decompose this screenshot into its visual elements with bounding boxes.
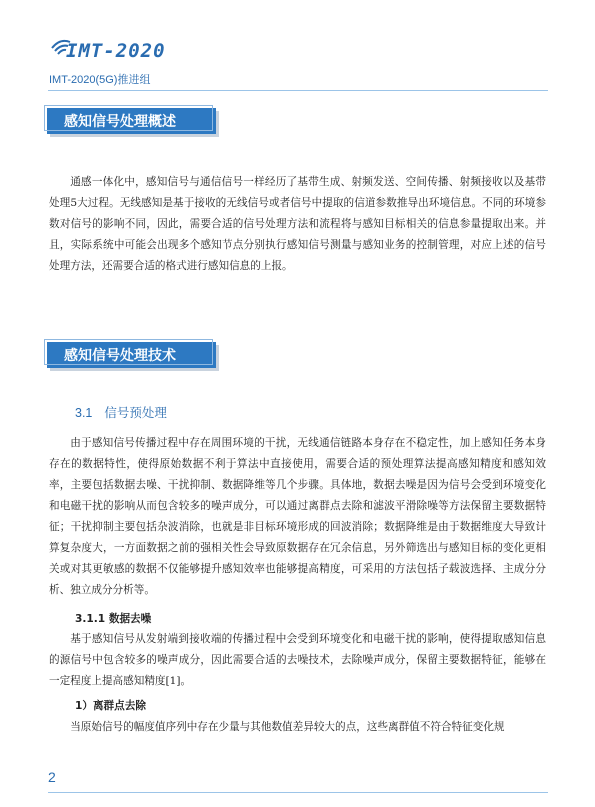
page-number: 2 [48,769,56,785]
subsection-title: 信号预处理 [104,406,167,420]
section-title: 感知信号处理概述 [64,114,176,130]
subsection-heading [75,403,167,421]
denoise-paragraph: 基于感知信号从发射端到接收端的传播过程中会受到环境变化和电磁干扰的影响，使得提取感知信息的源信号中包含较多的噪声成分，因此需要合适的去噪技术，去除噪声成分，保留主要数据特征，能够在一定程度上提高感知精度[1]。 [49,633,546,687]
subsection-number: 3.1 [75,406,93,420]
header-divider [48,90,548,91]
section-title: 感知信号处理技术 [64,348,176,364]
footer-divider [48,792,548,793]
overview-paragraph: 通感一体化中，感知信号与通信信号一样经历了基带生成、射频发送、空间传播、射频接收以及基带处理5大过程。无线感知是基于接收的无线信号或者信号中提取的信道参数推导出环境信息。不同的环境参数对信号的影响不同，因此，需要合适的信号处理方法和流程将与感知目标相关的信息参量提取出来。并且，实际系统中可能会出现多个感知节点分别执行感知信号测量与感知业务的控制管理，对应上述的信号处理方法，还需要合适的格式进行感知信息的上报。 [49,176,546,272]
section-heading-techniques [47,342,216,368]
section-heading-overview [47,108,216,134]
item-title: 1）离群点去除 [75,700,146,712]
subsubsection-title: 3.1.1 数据去噪 [75,613,152,625]
preprocessing-paragraph: 由于感知信号传播过程中存在周围环境的干扰，无线通信链路本身存在不稳定性，加上感知任务本身存在的数据特性，使得原始数据不利于算法中直接使用，需要合适的预处理算法提高感知精度和感知效率，主要包括数据去噪、干扰抑制、数据降维等几个步骤。具体地，数据去噪是因为信号会受到环境变化和电磁干扰的影响从而包含较多的噪声成分，可以通过离群点去除和滤波平滑除噪等方法保留主要数据特征；干扰抑制主要包括杂波消除，也就是非目标环境形成的回波消除；数据降维是由于数据维度大导致计算复杂度大，一方面数据之前的强相关性会导致原数据存在冗余信息，另外筛选出与感知目标的变化更相关或对其更敏感的数据不仅能够提升感知效率也能够提高精度，可采用的方法包括子载波选择、主成分分析、独立成分分析等。 [49,437,546,596]
outlier-paragraph: 当原始信号的幅度值序列中存在少量与其他数值差异较大的点，这些离群值不符合特征变化规 [70,721,505,733]
logo-text: IMT-2020 [66,40,166,62]
organization-name: IMT-2020(5G)推进组 [49,74,151,86]
